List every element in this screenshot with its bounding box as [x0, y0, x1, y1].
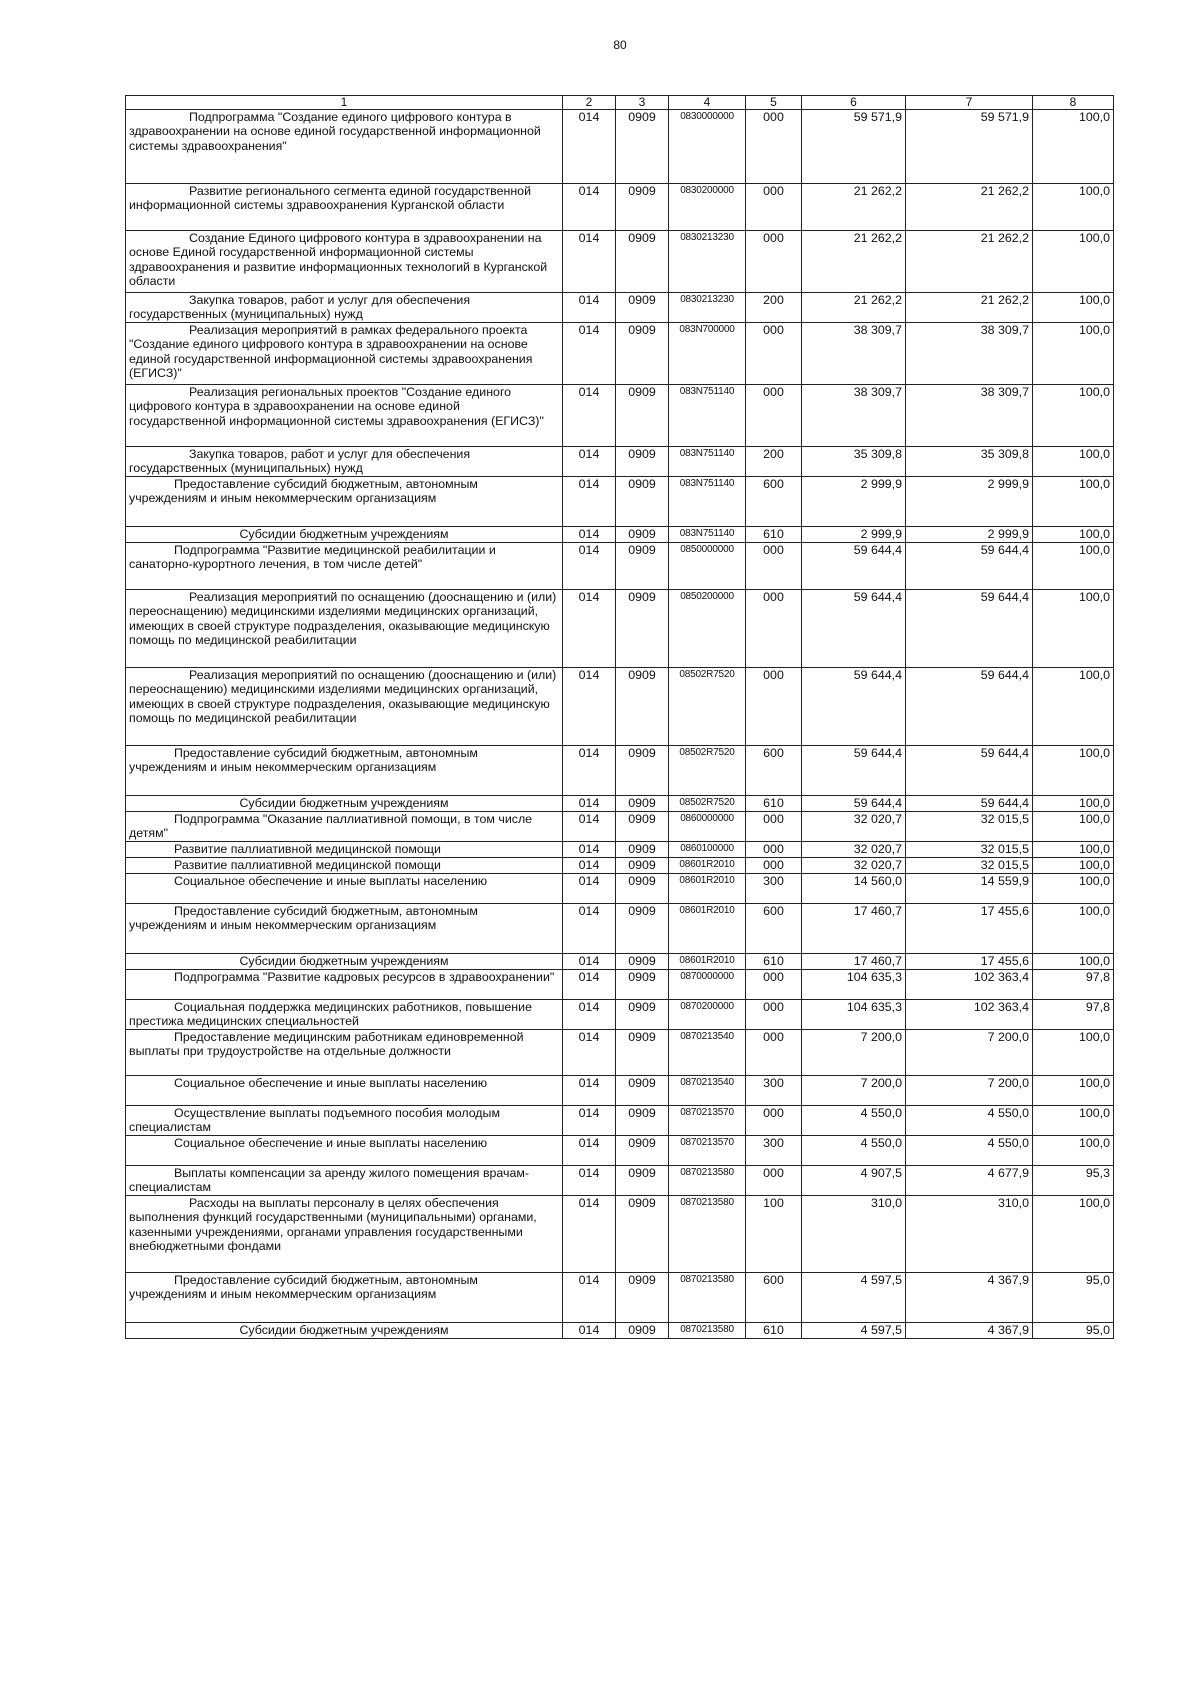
row-target-code: 083N751140: [669, 526, 746, 542]
row-planned-amount: 2 999,9: [802, 476, 906, 526]
row-code-2: 014: [563, 589, 616, 667]
row-code-3: 0909: [616, 110, 669, 184]
row-code-3: 0909: [616, 542, 669, 589]
row-planned-amount: 14 560,0: [802, 873, 906, 903]
row-planned-amount: 35 309,8: [802, 446, 906, 476]
row-code-2: 014: [563, 184, 616, 231]
row-code-2: 014: [563, 1105, 616, 1135]
col-header-6: 6: [802, 96, 906, 110]
row-target-code: 0870213580: [669, 1195, 746, 1272]
row-percent: 100,0: [1033, 1029, 1114, 1075]
row-code-3: 0909: [616, 795, 669, 811]
table-row: [126, 1322, 1114, 1338]
row-expense-type: 600: [746, 1272, 802, 1322]
row-target-code: 0870213570: [669, 1105, 746, 1135]
table-row: [126, 795, 1114, 811]
row-target-code: 08502R7520: [669, 667, 746, 745]
table-row: [126, 322, 1114, 384]
row-code-3: 0909: [616, 873, 669, 903]
table-row: [126, 1105, 1114, 1135]
row-percent: 100,0: [1033, 841, 1114, 857]
row-planned-amount: 32 020,7: [802, 811, 906, 841]
row-name-cell: Подпрограмма "Развитие медицинской реабилитации и санаторно-курортного лечения, в том числе детей": [126, 542, 563, 589]
row-name-cell: Субсидии бюджетным учреждениям: [126, 795, 563, 811]
row-target-code: 083N751140: [669, 446, 746, 476]
row-code-3: 0909: [616, 476, 669, 526]
row-code-3: 0909: [616, 969, 669, 999]
table-row: [126, 969, 1114, 999]
row-expense-type: 000: [746, 110, 802, 184]
row-planned-amount: 4 597,5: [802, 1322, 906, 1338]
row-target-code: 0870000000: [669, 969, 746, 999]
row-expense-type: 300: [746, 1135, 802, 1165]
row-executed-amount: 59 644,4: [906, 745, 1033, 795]
row-code-3: 0909: [616, 384, 669, 446]
row-target-code: 08601R2010: [669, 903, 746, 953]
row-name-cell: Субсидии бюджетным учреждениям: [126, 953, 563, 969]
row-percent: 100,0: [1033, 184, 1114, 231]
row-planned-amount: 38 309,7: [802, 322, 906, 384]
table-row: [126, 999, 1114, 1029]
row-expense-type: 000: [746, 999, 802, 1029]
row-executed-amount: 102 363,4: [906, 999, 1033, 1029]
row-name-cell: Субсидии бюджетным учреждениям: [126, 526, 563, 542]
row-percent: 100,0: [1033, 667, 1114, 745]
row-expense-type: 300: [746, 873, 802, 903]
row-expense-type: 600: [746, 745, 802, 795]
table-row: [126, 841, 1114, 857]
row-executed-amount: 310,0: [906, 1195, 1033, 1272]
row-percent: 100,0: [1033, 589, 1114, 667]
row-code-2: 014: [563, 293, 616, 323]
row-executed-amount: 35 309,8: [906, 446, 1033, 476]
row-name-cell: Реализация региональных проектов "Создание единого цифрового контура в здравоохранении на основе единой государственной информационной системы здравоохранения (ЕГИСЗ)": [126, 384, 563, 446]
table-row: [126, 1075, 1114, 1105]
row-expense-type: 000: [746, 811, 802, 841]
col-header-2: 2: [563, 96, 616, 110]
row-code-3: 0909: [616, 745, 669, 795]
row-planned-amount: 59 644,4: [802, 745, 906, 795]
row-code-2: 014: [563, 667, 616, 745]
row-name-cell: Социальное обеспечение и иные выплаты населению: [126, 873, 563, 903]
row-name-cell: Развитие паллиативной медицинской помощи: [126, 857, 563, 873]
table-row: [126, 231, 1114, 293]
row-target-code: 083N700000: [669, 322, 746, 384]
row-target-code: 0830000000: [669, 110, 746, 184]
header-row: [126, 96, 1114, 110]
row-planned-amount: 7 200,0: [802, 1075, 906, 1105]
row-target-code: 0870213580: [669, 1272, 746, 1322]
row-percent: 100,0: [1033, 446, 1114, 476]
col-header-7: 7: [906, 96, 1033, 110]
table-row: [126, 526, 1114, 542]
row-executed-amount: 17 455,6: [906, 903, 1033, 953]
row-code-3: 0909: [616, 999, 669, 1029]
row-expense-type: 600: [746, 476, 802, 526]
table-row: [126, 1165, 1114, 1195]
row-code-2: 014: [563, 1135, 616, 1165]
row-planned-amount: 104 635,3: [802, 969, 906, 999]
row-executed-amount: 59 571,9: [906, 110, 1033, 184]
row-percent: 100,0: [1033, 526, 1114, 542]
row-planned-amount: 59 644,4: [802, 667, 906, 745]
table-row: [126, 811, 1114, 841]
row-target-code: 0850200000: [669, 589, 746, 667]
row-name-cell: Развитие паллиативной медицинской помощи: [126, 841, 563, 857]
row-target-code: 0860000000: [669, 811, 746, 841]
row-name-cell: Предоставление субсидий бюджетным, автономным учреждениям и иным некоммерческим организациям: [126, 476, 563, 526]
row-percent: 100,0: [1033, 811, 1114, 841]
row-target-code: 0870213580: [669, 1322, 746, 1338]
row-percent: 100,0: [1033, 322, 1114, 384]
row-planned-amount: 59 644,4: [802, 542, 906, 589]
row-target-code: 08502R7520: [669, 745, 746, 795]
row-executed-amount: 4 677,9: [906, 1165, 1033, 1195]
row-expense-type: 200: [746, 446, 802, 476]
row-percent: 100,0: [1033, 1105, 1114, 1135]
row-name-cell: Предоставление медицинским работникам единовременной выплаты при трудоустройстве на отдельные должности: [126, 1029, 563, 1075]
row-code-3: 0909: [616, 1322, 669, 1338]
table-row: [126, 184, 1114, 231]
table-row: [126, 110, 1114, 184]
row-target-code: 0870213580: [669, 1165, 746, 1195]
row-code-3: 0909: [616, 811, 669, 841]
row-code-3: 0909: [616, 667, 669, 745]
row-code-2: 014: [563, 384, 616, 446]
row-code-3: 0909: [616, 903, 669, 953]
table-row: [126, 857, 1114, 873]
row-name-cell: Социальное обеспечение и иные выплаты населению: [126, 1075, 563, 1105]
row-code-2: 014: [563, 969, 616, 999]
row-name-cell: Предоставление субсидий бюджетным, автономным учреждениям и иным некоммерческим организациям: [126, 745, 563, 795]
row-target-code: 08601R2010: [669, 873, 746, 903]
row-percent: 100,0: [1033, 795, 1114, 811]
row-percent: 95,0: [1033, 1322, 1114, 1338]
row-expense-type: 300: [746, 1075, 802, 1105]
row-planned-amount: 4 907,5: [802, 1165, 906, 1195]
row-executed-amount: 32 015,5: [906, 811, 1033, 841]
row-percent: 95,0: [1033, 1272, 1114, 1322]
row-code-3: 0909: [616, 322, 669, 384]
row-percent: 100,0: [1033, 1135, 1114, 1165]
row-planned-amount: 38 309,7: [802, 384, 906, 446]
row-executed-amount: 38 309,7: [906, 322, 1033, 384]
row-executed-amount: 2 999,9: [906, 526, 1033, 542]
table-row: [126, 542, 1114, 589]
row-code-2: 014: [563, 446, 616, 476]
table-row: [126, 1135, 1114, 1165]
row-code-2: 014: [563, 476, 616, 526]
row-expense-type: 200: [746, 293, 802, 323]
row-name-cell: Субсидии бюджетным учреждениям: [126, 1322, 563, 1338]
row-code-2: 014: [563, 1195, 616, 1272]
row-percent: 100,0: [1033, 293, 1114, 323]
col-header-1: 1: [126, 96, 563, 110]
row-percent: 100,0: [1033, 542, 1114, 589]
row-name-cell: Предоставление субсидий бюджетным, автономным учреждениям и иным некоммерческим организациям: [126, 903, 563, 953]
row-code-2: 014: [563, 526, 616, 542]
row-target-code: 083N751140: [669, 384, 746, 446]
row-planned-amount: 59 571,9: [802, 110, 906, 184]
row-percent: 100,0: [1033, 745, 1114, 795]
row-code-2: 014: [563, 873, 616, 903]
row-expense-type: 000: [746, 322, 802, 384]
row-name-cell: Выплаты компенсации за аренду жилого помещения врачам-специалистам: [126, 1165, 563, 1195]
row-code-2: 014: [563, 903, 616, 953]
row-planned-amount: 4 550,0: [802, 1105, 906, 1135]
row-planned-amount: 4 597,5: [802, 1272, 906, 1322]
row-name-cell: Предоставление субсидий бюджетным, автономным учреждениям и иным некоммерческим организациям: [126, 1272, 563, 1322]
row-expense-type: 000: [746, 1105, 802, 1135]
row-planned-amount: 104 635,3: [802, 999, 906, 1029]
row-planned-amount: 310,0: [802, 1195, 906, 1272]
row-target-code: 0850000000: [669, 542, 746, 589]
row-expense-type: 610: [746, 795, 802, 811]
row-code-3: 0909: [616, 841, 669, 857]
table-row: [126, 446, 1114, 476]
row-executed-amount: 59 644,4: [906, 589, 1033, 667]
row-expense-type: 610: [746, 1322, 802, 1338]
row-name-cell: Реализация мероприятий в рамках федерального проекта "Создание единого цифрового контура в здравоохранении на основе единой государственной информационной системы здравоохранения (ЕГИСЗ)": [126, 322, 563, 384]
row-code-2: 014: [563, 1165, 616, 1195]
row-code-3: 0909: [616, 1135, 669, 1165]
row-code-2: 014: [563, 1075, 616, 1105]
row-code-3: 0909: [616, 1272, 669, 1322]
row-name-cell: Подпрограмма "Создание единого цифрового контура в здравоохранении на основе единой государственной информационной системы здравоохранения": [126, 110, 563, 184]
table-row: [126, 1272, 1114, 1322]
col-header-5: 5: [746, 96, 802, 110]
row-name-cell: Реализация мероприятий по оснащению (дооснащению и (или) переоснащению) медицинскими изделиями медицинских организаций, имеющих в своей структуре подразделения, оказывающие медицинскую помощь по медицинской реабилитации: [126, 667, 563, 745]
row-executed-amount: 59 644,4: [906, 795, 1033, 811]
row-executed-amount: 4 550,0: [906, 1105, 1033, 1135]
row-executed-amount: 59 644,4: [906, 667, 1033, 745]
row-name-cell: Создание Единого цифрового контура в здравоохранении на основе Единой государственной информационной системы здравоохранения и развитие информационных технологий в Курганской области: [126, 231, 563, 293]
row-percent: 100,0: [1033, 110, 1114, 184]
row-planned-amount: 2 999,9: [802, 526, 906, 542]
row-code-3: 0909: [616, 857, 669, 873]
row-expense-type: 000: [746, 1029, 802, 1075]
row-executed-amount: 59 644,4: [906, 542, 1033, 589]
row-code-3: 0909: [616, 1165, 669, 1195]
row-executed-amount: 2 999,9: [906, 476, 1033, 526]
table-row: [126, 1195, 1114, 1272]
row-code-2: 014: [563, 542, 616, 589]
row-expense-type: 000: [746, 589, 802, 667]
row-planned-amount: 17 460,7: [802, 953, 906, 969]
row-planned-amount: 59 644,4: [802, 795, 906, 811]
row-code-3: 0909: [616, 589, 669, 667]
row-name-cell: Социальное обеспечение и иные выплаты населению: [126, 1135, 563, 1165]
table-row: [126, 589, 1114, 667]
row-code-3: 0909: [616, 526, 669, 542]
row-percent: 100,0: [1033, 476, 1114, 526]
row-expense-type: 000: [746, 969, 802, 999]
table-row: [126, 667, 1114, 745]
row-executed-amount: 4 367,9: [906, 1322, 1033, 1338]
row-code-3: 0909: [616, 1029, 669, 1075]
row-executed-amount: 32 015,5: [906, 857, 1033, 873]
row-code-2: 014: [563, 110, 616, 184]
row-code-3: 0909: [616, 446, 669, 476]
row-executed-amount: 32 015,5: [906, 841, 1033, 857]
row-code-2: 014: [563, 231, 616, 293]
row-code-3: 0909: [616, 184, 669, 231]
row-expense-type: 000: [746, 667, 802, 745]
row-name-cell: Подпрограмма "Оказание паллиативной помощи, в том числе детям": [126, 811, 563, 841]
row-code-3: 0909: [616, 1075, 669, 1105]
table-row: [126, 873, 1114, 903]
row-expense-type: 000: [746, 231, 802, 293]
row-executed-amount: 21 262,2: [906, 184, 1033, 231]
row-expense-type: 600: [746, 903, 802, 953]
row-code-2: 014: [563, 953, 616, 969]
row-percent: 100,0: [1033, 903, 1114, 953]
row-expense-type: 610: [746, 953, 802, 969]
row-executed-amount: 4 550,0: [906, 1135, 1033, 1165]
row-percent: 100,0: [1033, 953, 1114, 969]
row-planned-amount: 17 460,7: [802, 903, 906, 953]
row-percent: 100,0: [1033, 1075, 1114, 1105]
row-name-cell: Социальная поддержка медицинских работников, повышение престижа медицинских специальностей: [126, 999, 563, 1029]
row-code-2: 014: [563, 811, 616, 841]
row-planned-amount: 32 020,7: [802, 857, 906, 873]
row-expense-type: 000: [746, 384, 802, 446]
row-target-code: 0870200000: [669, 999, 746, 1029]
table-row: [126, 953, 1114, 969]
row-planned-amount: 4 550,0: [802, 1135, 906, 1165]
row-target-code: 08601R2010: [669, 953, 746, 969]
row-code-2: 014: [563, 322, 616, 384]
row-code-2: 014: [563, 745, 616, 795]
table-row: [126, 293, 1114, 323]
row-percent: 100,0: [1033, 1195, 1114, 1272]
row-percent: 100,0: [1033, 384, 1114, 446]
row-code-3: 0909: [616, 953, 669, 969]
row-code-2: 014: [563, 841, 616, 857]
row-name-cell: Расходы на выплаты персоналу в целях обеспечения выполнения функций государственными (муниципальными) органами, казенными учреждениями, органами управления государственными внебюджетными фондами: [126, 1195, 563, 1272]
row-code-3: 0909: [616, 1105, 669, 1135]
row-target-code: 08502R7520: [669, 795, 746, 811]
row-target-code: 0860100000: [669, 841, 746, 857]
col-header-8: 8: [1033, 96, 1114, 110]
row-executed-amount: 4 367,9: [906, 1272, 1033, 1322]
row-expense-type: 000: [746, 184, 802, 231]
row-expense-type: 000: [746, 841, 802, 857]
budget-table: [125, 95, 1114, 1339]
row-percent: 100,0: [1033, 231, 1114, 293]
row-percent: 100,0: [1033, 873, 1114, 903]
row-executed-amount: 7 200,0: [906, 1029, 1033, 1075]
row-target-code: 0830213230: [669, 231, 746, 293]
row-executed-amount: 14 559,9: [906, 873, 1033, 903]
row-expense-type: 000: [746, 542, 802, 589]
row-planned-amount: 32 020,7: [802, 841, 906, 857]
row-target-code: 08601R2010: [669, 857, 746, 873]
table-row: [126, 1029, 1114, 1075]
col-header-3: 3: [616, 96, 669, 110]
row-executed-amount: 7 200,0: [906, 1075, 1033, 1105]
table-row: [126, 903, 1114, 953]
table-row: [126, 384, 1114, 446]
row-name-cell: Реализация мероприятий по оснащению (дооснащению и (или) переоснащению) медицинскими изделиями медицинских организаций, имеющих в своей структуре подразделения, оказывающие медицинскую помощь по медицинской реабилитации: [126, 589, 563, 667]
row-code-2: 014: [563, 1322, 616, 1338]
row-code-2: 014: [563, 795, 616, 811]
row-percent: 100,0: [1033, 857, 1114, 873]
row-target-code: 0870213540: [669, 1029, 746, 1075]
row-planned-amount: 7 200,0: [802, 1029, 906, 1075]
row-planned-amount: 21 262,2: [802, 184, 906, 231]
table-row: [126, 745, 1114, 795]
page-number: 80: [613, 38, 627, 52]
row-code-3: 0909: [616, 1195, 669, 1272]
row-code-2: 014: [563, 1272, 616, 1322]
row-executed-amount: 38 309,7: [906, 384, 1033, 446]
row-name-cell: Закупка товаров, работ и услуг для обеспечения государственных (муниципальных) нужд: [126, 293, 563, 323]
row-percent: 97,8: [1033, 969, 1114, 999]
row-target-code: 0830213230: [669, 293, 746, 323]
row-code-3: 0909: [616, 293, 669, 323]
row-expense-type: 000: [746, 1165, 802, 1195]
row-target-code: 0870213570: [669, 1135, 746, 1165]
row-executed-amount: 21 262,2: [906, 231, 1033, 293]
row-percent: 95,3: [1033, 1165, 1114, 1195]
row-name-cell: Развитие регионального сегмента единой государственной информационной системы здравоохранения Курганской области: [126, 184, 563, 231]
row-name-cell: Подпрограмма "Развитие кадровых ресурсов в здравоохранении": [126, 969, 563, 999]
row-executed-amount: 17 455,6: [906, 953, 1033, 969]
row-expense-type: 100: [746, 1195, 802, 1272]
row-planned-amount: 21 262,2: [802, 231, 906, 293]
table-row: [126, 476, 1114, 526]
row-target-code: 0830200000: [669, 184, 746, 231]
row-target-code: 0870213540: [669, 1075, 746, 1105]
row-code-3: 0909: [616, 231, 669, 293]
row-planned-amount: 59 644,4: [802, 589, 906, 667]
col-header-4: 4: [669, 96, 746, 110]
row-name-cell: Закупка товаров, работ и услуг для обеспечения государственных (муниципальных) нужд: [126, 446, 563, 476]
row-expense-type: 000: [746, 857, 802, 873]
row-executed-amount: 102 363,4: [906, 969, 1033, 999]
row-expense-type: 610: [746, 526, 802, 542]
row-percent: 97,8: [1033, 999, 1114, 1029]
row-code-2: 014: [563, 1029, 616, 1075]
row-target-code: 083N751140: [669, 476, 746, 526]
row-code-2: 014: [563, 857, 616, 873]
row-code-2: 014: [563, 999, 616, 1029]
row-planned-amount: 21 262,2: [802, 293, 906, 323]
row-executed-amount: 21 262,2: [906, 293, 1033, 323]
row-name-cell: Осуществление выплаты подъемного пособия молодым специалистам: [126, 1105, 563, 1135]
